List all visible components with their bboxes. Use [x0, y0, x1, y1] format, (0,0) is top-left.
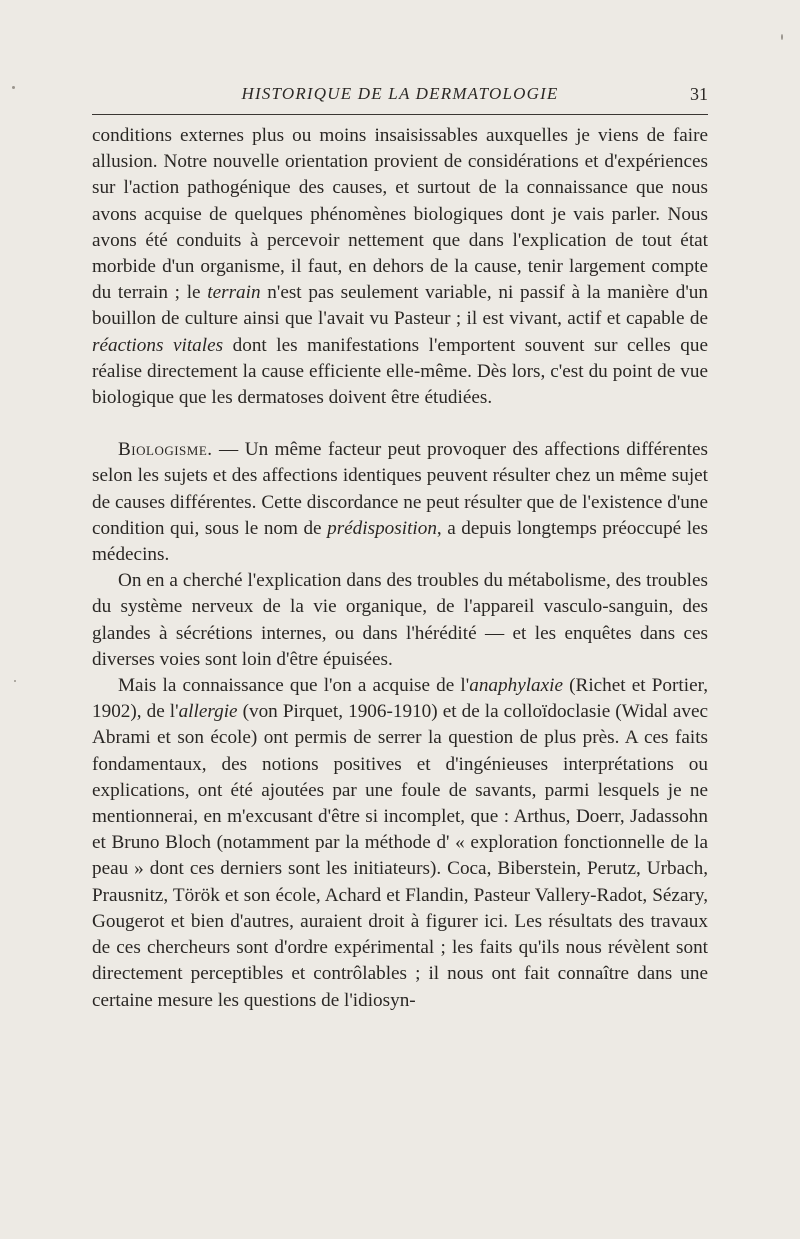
paragraph-4 [92, 673, 708, 1014]
paragraph-1-text-a: conditions externes plus ou moins insaisissables auxquelles je viens de faire allusion. Notre nouvelle orientation provient de considérations et d'expériences sur l'action pathogénique des causes, et surtout de la connaissance que nous avons acquise de quelques phénomènes biologiques dont je vais parler. Nous avons été conduits à percevoir nettement que dans l'explication de tout état morbide d'un organisme, il faut, en dehors de la cause, tenir largement compte du terrain ; le [92, 125, 708, 304]
paragraph-2 [92, 437, 708, 568]
paper-speck [14, 680, 16, 682]
paragraph-4-text-c: (von Pirquet, 1906-1910) et de la colloïdoclasie (Widal avec Abrami et son école) ont permis de serrer la question de plus près. A ces faits fondamentaux, des notions positives et d'ingénieuses interprétations ou explications, ont été ajoutées par une foule de savants, parmi lesquels je ne mentionnerai, en m'excusant d'être si incomplet, que : Arthus, Doerr, Jadassohn et Bruno Bloch (notamment par la méthode d' « exploration fonctionnelle de la peau » dont ces derniers sont les initiateurs). Coca, Biberstein, Perutz, Urbach, Prausnitz, Török et son école, Achard et Flandin, Pasteur Vallery-Radot, Sézary, Gougerot et bien d'autres, auraient droit à figurer ici. Les résultats des travaux de ces chercheurs sont d'ordre expérimental ; les faits qu'ils nous révèlent sont directement perceptibles et contrôlables ; il nous ont fait connaître dans une certaine mesure les questions de l'idiosyn- [92, 701, 708, 1011]
paragraph-4-text-b: (Richet et Portier, 1902), de l' [92, 675, 708, 723]
paragraph-2-text-b: , a depuis longtemps préoccupé les médecins. [92, 517, 709, 566]
paper-speck [781, 34, 783, 40]
paragraph-4-emphasis-allergie: allergie [178, 701, 238, 723]
paper-speck [12, 86, 15, 89]
paragraph-4-text-a: Mais la connaissance que l'on a acquise de l' [118, 675, 470, 697]
paragraph-4-emphasis-anaphylaxie: anaphylaxie [469, 675, 563, 697]
paragraph-3 [92, 568, 708, 673]
header-rule [92, 114, 708, 115]
paragraph-1-text-c: dont les manifestations l'emportent souvent sur celles que réalise directement la cause efficiente elle-même. Dès lors, c'est du point de vue biologique que les dermatoses doivent être étudiées. [92, 334, 708, 409]
paragraph-1-emphasis-reactions: réactions vitales [92, 334, 224, 356]
paragraph-1-emphasis-terrain: terrain [207, 282, 261, 304]
running-head-title: HISTORIQUE DE LA DERMATOLOGIE [241, 84, 559, 103]
section-heading-biologisme: Biologisme. [118, 439, 213, 461]
paragraph-1 [92, 123, 708, 411]
paragraph-1-text-b: n'est pas seulement variable, ni passif à la manière d'un bouillon de culture ainsi que l'avait vu Pasteur ; il est vivant, actif et capable de [92, 282, 708, 330]
running-head [92, 84, 708, 108]
paragraph-3-text: On en a cherché l'explication dans des troubles du métabolisme, des troubles du système nerveux de la vie organique, de l'appareil vasculo-sanguin, des glandes à sécrétions internes, ou dans l'hérédité — et les enquêtes dans ces diverses voies sont loin d'être épuisées. [92, 570, 708, 670]
page-number: 31 [690, 84, 708, 104]
paragraph-2-text-a: — Un même facteur peut provoquer des affections différentes selon les sujets et des affections identiques peuvent résulter chez un même sujet de causes différentes. Cette discordance ne peut résulter que de l'existence d'une condition qui, sous le nom de [92, 439, 708, 539]
body-text [92, 123, 708, 1014]
paragraph-gap [92, 411, 708, 437]
paragraph-2-emphasis-predisposition: prédisposition [327, 517, 437, 539]
